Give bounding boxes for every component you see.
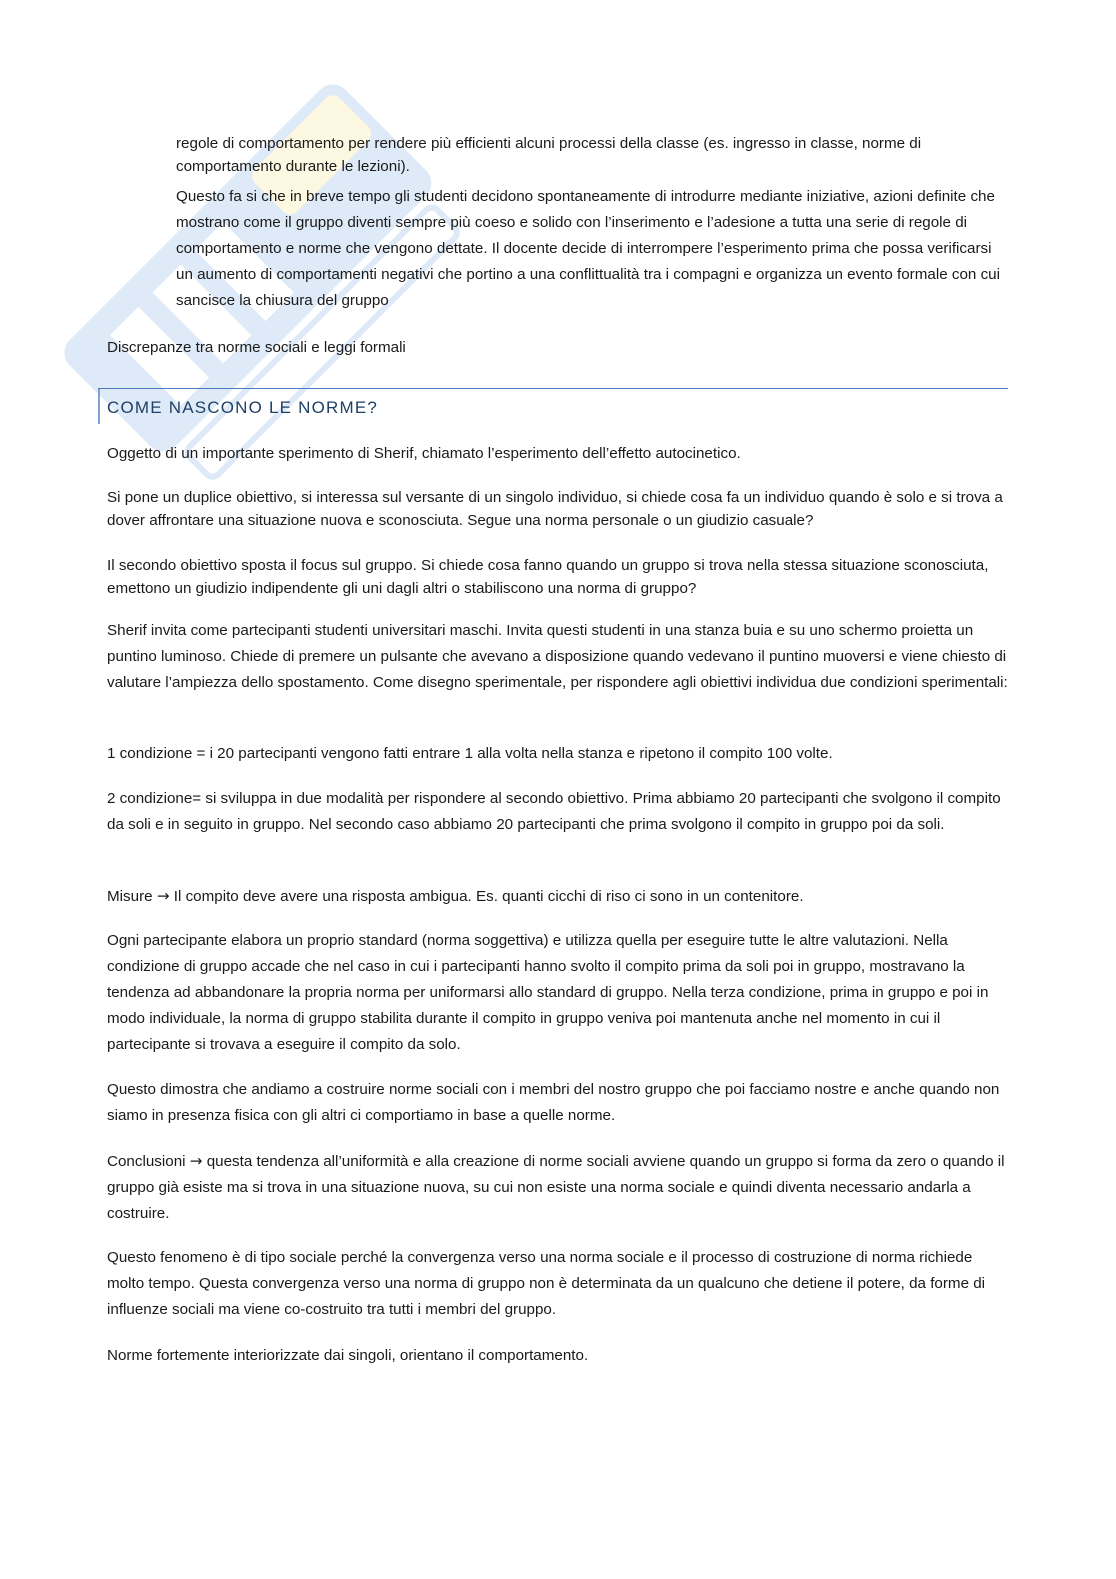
misure-text: Il compito deve avere una risposta ambigua. Es. quanti cicchi di riso ci sono in un contenitore. bbox=[169, 888, 804, 905]
paragraph-sherif-intro: Oggetto di un importante sperimento di Sherif, chiamato l’esperimento dell’effetto autocinetico. bbox=[107, 445, 741, 462]
conclusioni-text: questa tendenza all’uniformità e alla creazione di norme sociali avviene quando un gruppo si forma da zero o quando il gruppo già esiste ma si trova in una situazione nuova, su cui non esiste una norma sociale e quindi diventa necessario andarla a costruire. bbox=[107, 1153, 1005, 1222]
intro-paragraph-2: Questo fa si che in breve tempo gli studenti decidono spontaneamente di introdurre mediante iniziative, azioni definite che mostrano come il gruppo diventi sempre più coeso e solido con l’inserimento e l’adesione a tutta una serie di regole di comportamento e norme che vengono dettate. Il docente decide di interrompere l’esperimento prima che possa verificarsi un aumento di comportamenti negativi che portino a una conflittualità tra i compagni e organizza un evento formale con cui sancisce la chiusura del gruppo bbox=[176, 188, 1000, 309]
paragraph-objective-two: Il secondo obiettivo sposta il focus sul gruppo. Si chiede cosa fanno quando un gruppo si trova nella stessa situazione sconosciuta, emettono un giudizio indipendente gli uni dagli altri o stabiliscono una norma di gruppo? bbox=[107, 557, 989, 597]
arrow-right-icon: → bbox=[156, 887, 170, 905]
paragraph-final-note: Norme fortemente interiorizzate dai singoli, orientano il comportamento. bbox=[107, 1347, 589, 1364]
section-heading-block bbox=[98, 388, 1008, 425]
paragraph-conclusioni bbox=[107, 1148, 1012, 1227]
conclusioni-label: Conclusioni bbox=[107, 1153, 186, 1170]
paragraph-condition-one: 1 condizione = i 20 partecipanti vengono fatti entrare 1 alla volta nella stanza e ripetono il compito 100 volte. bbox=[107, 745, 833, 762]
paragraph-social-phenomenon: Questo fenomeno è di tipo sociale perché la convergenza verso una norma sociale e il processo di costruzione di norma richiede molto tempo. Questa convergenza verso una norma di gruppo non è determinata da un qualcuno che detiene il potere, da forme di influenze sociali ma viene co-costruito tra tutti i membri del gruppo. bbox=[107, 1249, 986, 1318]
paragraph-participants: Sherif invita come partecipanti studenti universitari maschi. Invita questi studenti in una stanza buia e su uno schermo proietta un puntino luminoso. Chiede di premere un pulsante che avevano a disposizione quando vedevano il puntino muoversi e viene chiesto di valutare l’ampiezza dello spostamento. Come disegno sperimentale, per rispondere agli obiettivi individua due condizioni sperimentali: bbox=[107, 622, 1008, 691]
paragraph-objective-one: Si pone un duplice obiettivo, si interessa sul versante di un singolo individuo, si chiede cosa fa un individuo quando è solo e si trova a dover affrontare una situazione nuova e sconosciuta. Segue una norma personale o un giudizio casuale? bbox=[107, 489, 1003, 529]
discrepanze-line: Discrepanze tra norme sociali e leggi formali bbox=[107, 339, 406, 356]
misure-label: Misure bbox=[107, 888, 153, 905]
heading-accent-bar bbox=[98, 389, 100, 424]
paragraph-demonstration: Questo dimostra che andiamo a costruire norme sociali con i membri del nostro gruppo che poi facciamo nostre e anche quando non siamo in presenza fisica con gli altri ci comportiamo in base a quelle norme. bbox=[107, 1081, 1000, 1124]
paragraph-condition-two: 2 condizione= si sviluppa in due modalità per rispondere al secondo obiettivo. Prima abbiamo 20 partecipanti che svolgono il compito da soli e in seguito in gruppo. Nel secondo caso abbiamo 20 partecipanti che prima svolgono il compito in gruppo poi da soli. bbox=[107, 790, 1001, 833]
paragraph-results: Ogni partecipante elabora un proprio standard (norma soggettiva) e utilizza quella per eseguire tutte le altre valutazioni. Nella condizione di gruppo accade che nel caso in cui i partecipanti hanno svolto il compito prima da soli poi in gruppo, mostravano la tendenza ad abbandonare la propria norma per uniformarsi allo standard di gruppo. Nella terza condizione, prima in gruppo e poi in modo individuale, la norma di gruppo stabilita durante il compito in gruppo veniva poi mantenuta anche nel momento in cui il partecipante si trovava a eseguire il compito da solo. bbox=[107, 932, 989, 1053]
arrow-right-icon: → bbox=[189, 1152, 203, 1170]
section-heading: COME NASCONO LE NORME? bbox=[107, 398, 379, 417]
intro-paragraph-1: regole di comportamento per rendere più efficienti alcuni processi della classe (es. ingresso in classe, norme di comportamento durante le lezioni). bbox=[176, 135, 922, 175]
paragraph-misure bbox=[107, 883, 1012, 910]
